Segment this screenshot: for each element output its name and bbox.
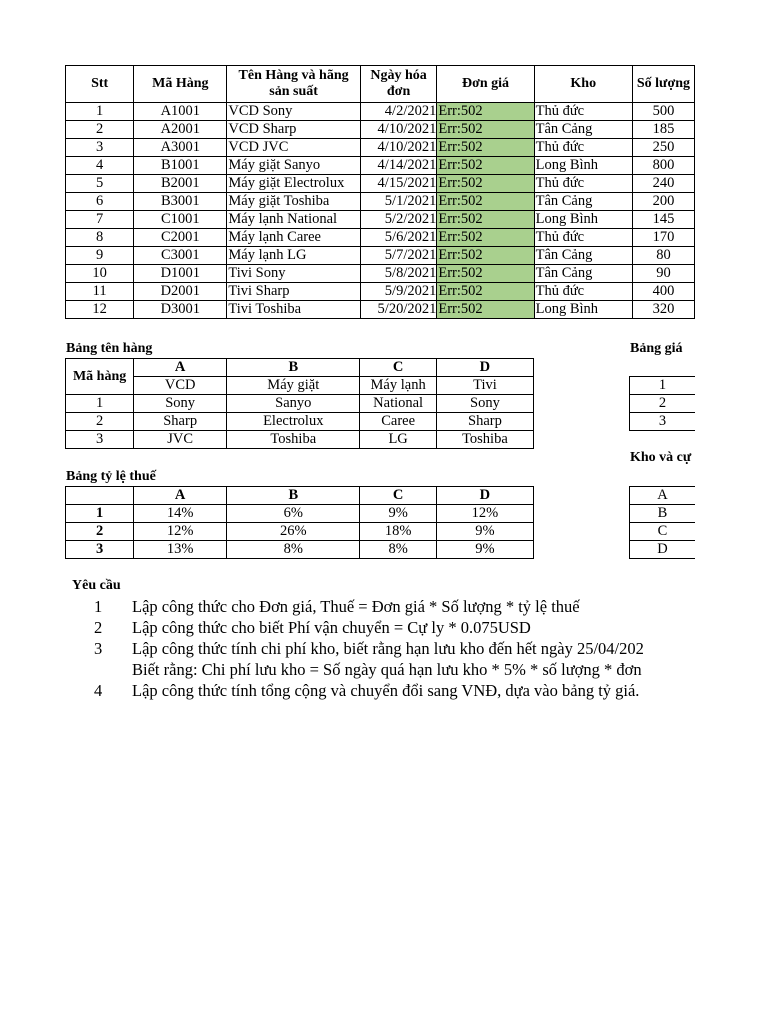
header-cell: Ngày hóa đơn	[360, 66, 437, 103]
table-cell: D1001	[134, 265, 227, 283]
table-row	[66, 247, 695, 265]
table-cell: 10	[66, 265, 134, 283]
table-row	[66, 211, 695, 229]
requirement-number: 4	[94, 681, 103, 700]
table-cell: Tivi Sony	[227, 265, 360, 283]
table-cell: National	[360, 395, 436, 413]
table-cell: 185	[632, 121, 694, 139]
table-cell: 11	[66, 283, 134, 301]
table-cell: 3	[66, 541, 134, 559]
warehouse-row-label: A	[630, 487, 696, 505]
header-cell: Số lượng	[632, 66, 694, 103]
table-row	[66, 265, 695, 283]
table-cell: 400	[632, 283, 694, 301]
header-cell: Kho	[534, 66, 632, 103]
requirement-text: Biết rằng: Chi phí lưu kho = Số ngày quá hạn lưu kho * 5% * số lượng * đơn	[132, 660, 642, 679]
table-cell: Thủ đức	[534, 175, 632, 193]
table-cell: 4/2/2021	[360, 103, 437, 121]
table-cell: 5/2/2021	[360, 211, 437, 229]
table-cell: Err:502	[437, 247, 534, 265]
table-cell: 3	[66, 139, 134, 157]
table-cell: 4/14/2021	[360, 157, 437, 175]
table-cell: 1	[66, 505, 134, 523]
table-cell: 5/8/2021	[360, 265, 437, 283]
header-cell: Đơn giá	[437, 66, 534, 103]
table-cell: 4/10/2021	[360, 121, 437, 139]
table-cell: Err:502	[437, 229, 534, 247]
table-cell: B3001	[134, 193, 227, 211]
table-cell: 2	[66, 413, 134, 431]
table-row	[66, 103, 695, 121]
requirement-text: Lập công thức tính chi phí kho, biết rằng hạn lưu kho đến hết ngày 25/04/202	[132, 639, 644, 658]
tax-rate-table	[65, 486, 534, 559]
table-cell: Tân Cảng	[534, 265, 632, 283]
table-row	[66, 229, 695, 247]
table-cell: Electrolux	[227, 413, 360, 431]
col-header: C	[360, 487, 436, 505]
table-cell: 80	[632, 247, 694, 265]
table-cell: 320	[632, 301, 694, 319]
price-row-label: 1	[630, 377, 696, 395]
warehouse-row-label: D	[630, 541, 696, 559]
table-cell: 200	[632, 193, 694, 211]
warehouse-table-title: Kho và cự	[630, 450, 692, 465]
table-cell: Sharp	[134, 413, 227, 431]
table-cell: Long Bình	[534, 211, 632, 229]
table-cell: 9%	[360, 505, 436, 523]
col-header: D	[436, 359, 533, 377]
warehouse-row-label: B	[630, 505, 696, 523]
table-cell: Sanyo	[227, 395, 360, 413]
table-cell: 4/10/2021	[360, 139, 437, 157]
requirement-number: 1	[94, 597, 103, 616]
table-cell: Thủ đức	[534, 103, 632, 121]
table-cell: 12%	[436, 505, 533, 523]
col-header: B	[227, 359, 360, 377]
table-cell: C2001	[134, 229, 227, 247]
requirements-title: Yêu cầu	[72, 578, 121, 593]
corner-cell	[66, 487, 134, 505]
table-cell: A1001	[134, 103, 227, 121]
table-cell: Toshiba	[227, 431, 360, 449]
table-cell: A3001	[134, 139, 227, 157]
table-row	[66, 175, 695, 193]
table-cell: Máy giặt Sanyo	[227, 157, 360, 175]
table-cell: 145	[632, 211, 694, 229]
requirement-number: 3	[94, 639, 103, 658]
table-cell: Caree	[360, 413, 436, 431]
table-cell: 2	[66, 121, 134, 139]
col-header: B	[227, 487, 360, 505]
table-cell: 8%	[360, 541, 436, 559]
warehouse-table	[629, 486, 695, 559]
table-header-row	[66, 66, 695, 103]
table-row	[66, 395, 534, 413]
price-row-label: 3	[630, 413, 696, 431]
table-cell: VCD JVC	[227, 139, 360, 157]
table-cell: Tân Cảng	[534, 247, 632, 265]
table-cell: 26%	[227, 523, 360, 541]
table-cell: Err:502	[437, 283, 534, 301]
table-cell: Tivi Sharp	[227, 283, 360, 301]
table-row	[66, 523, 534, 541]
table-cell: Tân Cảng	[534, 193, 632, 211]
table-cell: Máy giặt Toshiba	[227, 193, 360, 211]
table-cell: 250	[632, 139, 694, 157]
type-cell: VCD	[134, 377, 227, 395]
table-cell: 5/1/2021	[360, 193, 437, 211]
table-cell: Err:502	[437, 139, 534, 157]
invoice-table	[65, 65, 695, 319]
table-cell: VCD Sharp	[227, 121, 360, 139]
table-cell: 240	[632, 175, 694, 193]
table-cell: Err:502	[437, 193, 534, 211]
table-cell: Tivi Toshiba	[227, 301, 360, 319]
tax-table-title: Bảng tỷ lệ thuế	[66, 469, 156, 484]
table-cell: 1	[66, 103, 134, 121]
table-cell: Tân Cảng	[534, 121, 632, 139]
table-cell: Err:502	[437, 211, 534, 229]
requirement-text: Lập công thức tính tổng cộng và chuyển đổi sang VNĐ, dựa vào bảng tỷ giá.	[132, 681, 640, 700]
header-cell: Mã Hàng	[134, 66, 227, 103]
table-cell: 5	[66, 175, 134, 193]
table-cell: 5/7/2021	[360, 247, 437, 265]
table-cell: 500	[632, 103, 694, 121]
table-cell: 7	[66, 211, 134, 229]
table-cell: 14%	[134, 505, 227, 523]
table-cell: 9%	[436, 541, 533, 559]
col-header: C	[360, 359, 436, 377]
table-cell: Thủ đức	[534, 229, 632, 247]
type-cell: Máy lạnh	[360, 377, 436, 395]
table-cell: Máy lạnh National	[227, 211, 360, 229]
table-cell: Long Bình	[534, 157, 632, 175]
table-cell: Err:502	[437, 121, 534, 139]
table-cell: Máy giặt Electrolux	[227, 175, 360, 193]
table-cell: Long Bình	[534, 301, 632, 319]
table-row	[66, 139, 695, 157]
table-cell: 5/20/2021	[360, 301, 437, 319]
table-cell: Err:502	[437, 103, 534, 121]
table-cell: 2	[66, 523, 134, 541]
col-header: A	[134, 359, 227, 377]
type-cell: Tivi	[436, 377, 533, 395]
corner-cell: Mã hàng	[66, 359, 134, 395]
header-cell: Tên Hàng và hãng sản suất	[227, 66, 360, 103]
requirement-number: 2	[94, 618, 103, 637]
table-cell: Thủ đức	[534, 283, 632, 301]
table-row	[66, 121, 695, 139]
table-cell: 1	[66, 395, 134, 413]
table-cell: D2001	[134, 283, 227, 301]
product-name-table	[65, 358, 534, 449]
price-table	[629, 376, 695, 431]
table-cell: 5/9/2021	[360, 283, 437, 301]
table-cell: 9%	[436, 523, 533, 541]
table-cell: 3	[66, 431, 134, 449]
table-cell: A2001	[134, 121, 227, 139]
table-row	[66, 505, 534, 523]
table-cell: Sharp	[436, 413, 533, 431]
table-cell: 12	[66, 301, 134, 319]
table-cell: 13%	[134, 541, 227, 559]
col-header: D	[436, 487, 533, 505]
price-table-title: Bảng giá	[630, 341, 683, 356]
table-cell: 800	[632, 157, 694, 175]
table-cell: 6%	[227, 505, 360, 523]
table-cell: Sony	[436, 395, 533, 413]
table-cell: Toshiba	[436, 431, 533, 449]
table-cell: Thủ đức	[534, 139, 632, 157]
table-cell: LG	[360, 431, 436, 449]
table-cell: B1001	[134, 157, 227, 175]
table-cell: Sony	[134, 395, 227, 413]
table-cell: Err:502	[437, 175, 534, 193]
table-cell: 18%	[360, 523, 436, 541]
price-row-label: 2	[630, 395, 696, 413]
table-cell: 6	[66, 193, 134, 211]
table-cell: 8%	[227, 541, 360, 559]
header-cell: Stt	[66, 66, 134, 103]
table-cell: Máy lạnh Caree	[227, 229, 360, 247]
table-cell: Máy lạnh LG	[227, 247, 360, 265]
table-cell: 170	[632, 229, 694, 247]
table-cell: 9	[66, 247, 134, 265]
type-cell: Máy giặt	[227, 377, 360, 395]
table-cell: B2001	[134, 175, 227, 193]
table-cell: Err:502	[437, 265, 534, 283]
table-cell: VCD Sony	[227, 103, 360, 121]
warehouse-row-label: C	[630, 523, 696, 541]
table-cell: 90	[632, 265, 694, 283]
table-cell: JVC	[134, 431, 227, 449]
table-cell: Err:502	[437, 157, 534, 175]
table-row	[66, 431, 534, 449]
table-cell: 4	[66, 157, 134, 175]
name-table-title: Bảng tên hàng	[66, 341, 153, 356]
requirement-text: Lập công thức cho Đơn giá, Thuế = Đơn giá * Số lượng * tỷ lệ thuế	[132, 597, 580, 616]
table-row	[66, 193, 695, 211]
table-cell: 5/6/2021	[360, 229, 437, 247]
table-cell: C1001	[134, 211, 227, 229]
table-cell: 4/15/2021	[360, 175, 437, 193]
col-header: A	[134, 487, 227, 505]
table-row	[66, 157, 695, 175]
table-cell: D3001	[134, 301, 227, 319]
requirement-text: Lập công thức cho biết Phí vận chuyển = Cự ly * 0.075USD	[132, 618, 531, 637]
table-row	[66, 413, 534, 431]
table-row	[66, 301, 695, 319]
table-cell: C3001	[134, 247, 227, 265]
table-cell: Err:502	[437, 301, 534, 319]
table-row	[66, 541, 534, 559]
table-row	[66, 283, 695, 301]
table-cell: 12%	[134, 523, 227, 541]
table-cell: 8	[66, 229, 134, 247]
